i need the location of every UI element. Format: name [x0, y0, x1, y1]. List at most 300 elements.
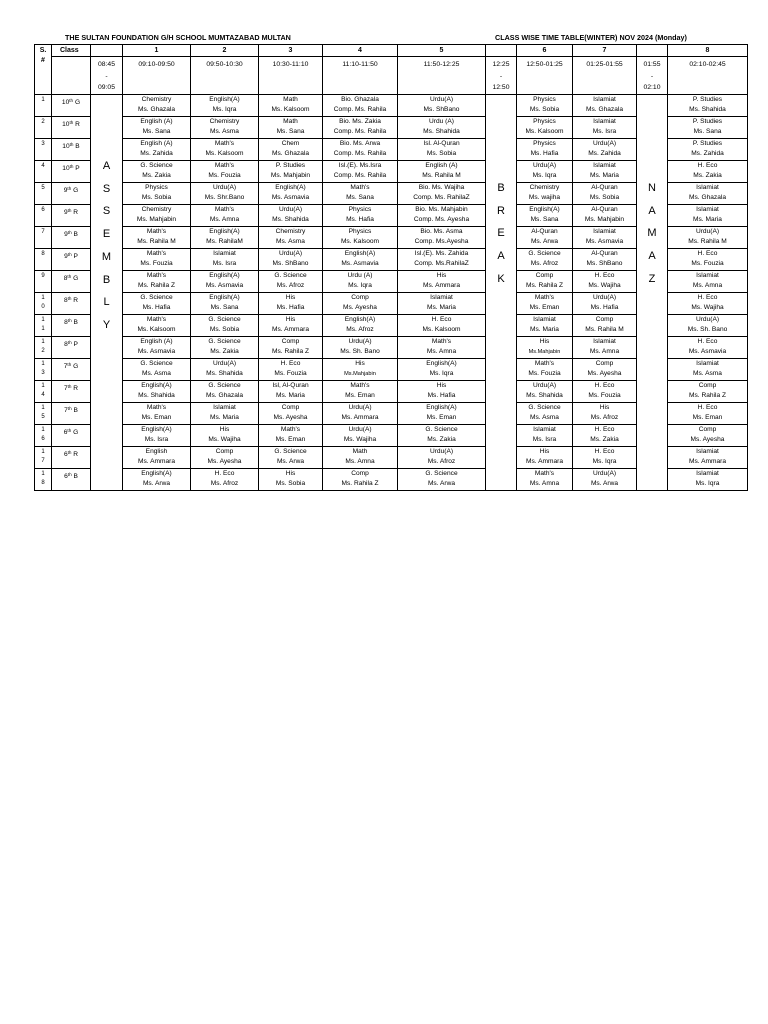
namaz-header-blank [637, 45, 668, 57]
cell-subject: Chem [281, 139, 300, 147]
cell-teacher: Comp. Ms. Rahila [333, 128, 387, 136]
class-grade: 9 [64, 230, 68, 238]
break-column-letter: K [497, 272, 505, 285]
serial-number [35, 336, 52, 358]
cell-teacher: Ms. Hafia [427, 392, 456, 400]
cell-teacher: Ms. Shahida [272, 216, 309, 224]
timetable-cell [191, 204, 259, 226]
cell-subject: G. Science [140, 293, 173, 301]
timetable-cell [398, 380, 486, 402]
class-name [52, 314, 91, 336]
cell-teacher: Ms. Hafia [590, 304, 619, 312]
timetable-cell [191, 380, 259, 402]
cell-subject: Bio. Ms. Mahjabin [415, 205, 468, 213]
cell-teacher: Ms. Shahida [689, 106, 726, 114]
timetable-cell [668, 204, 748, 226]
cell-teacher: Ms. ShBano [423, 106, 460, 114]
serial-digit: 4 [41, 162, 45, 169]
timetable-cell [323, 402, 398, 424]
cell-subject: H. Eco [280, 359, 301, 367]
class-grade-suffix: th [69, 141, 74, 147]
class-grade-suffix: th [67, 317, 72, 323]
cell-subject: Comp [595, 315, 614, 323]
timetable-cell [259, 182, 323, 204]
timetable-cell [573, 314, 637, 336]
serial-digit: 4 [41, 392, 45, 399]
timetable-cell [191, 182, 259, 204]
class-grade-suffix: th [69, 163, 74, 169]
cell-subject: Isl, Al-Quran [272, 381, 309, 389]
class-time-blank [52, 57, 91, 95]
timetable-cell [323, 380, 398, 402]
cell-subject: Chemistry [209, 117, 240, 125]
cell-subject: Urdu(A) [212, 183, 237, 191]
class-grade-suffix: th [67, 383, 72, 389]
break-time-part: 12:50 [492, 84, 510, 92]
cell-teacher: Ms. Asmavia [137, 348, 176, 356]
cell-subject: Physics [533, 139, 556, 147]
timetable-cell [573, 424, 637, 446]
cell-subject: Urdu (A) [429, 117, 454, 125]
timetable-cell [123, 336, 191, 358]
timetable-cell [573, 116, 637, 138]
timetable-cell [398, 446, 486, 468]
timetable-cell [573, 160, 637, 182]
cell-teacher: Ms. Shahida [206, 370, 243, 378]
cell-teacher: Ms. Arwa [427, 480, 456, 488]
cell-teacher: Ms. Sh. Bano [687, 326, 728, 334]
cell-teacher: Ms. wajiha [528, 194, 561, 202]
cell-teacher: Ms. Asma [210, 128, 239, 136]
timetable-cell [517, 226, 573, 248]
timetable-cell [191, 138, 259, 160]
timetable-cell [323, 446, 398, 468]
class-name [52, 182, 91, 204]
cell-teacher: Ms. Hafia [142, 304, 171, 312]
cell-subject: Math [283, 117, 298, 125]
serial-number [35, 138, 52, 160]
cell-teacher: Ms. Asma [693, 370, 722, 378]
cell-subject: Math's [350, 183, 370, 191]
cell-subject: G. Science [425, 469, 458, 477]
cell-teacher: Ms. Zakia [590, 436, 619, 444]
assembly-column-letter: M [101, 250, 112, 263]
cell-teacher: Ms. Maria [590, 172, 619, 180]
class-grade: 7 [64, 406, 68, 414]
cell-teacher: Ms. Ammara [341, 414, 379, 422]
cell-teacher: Ms. Afroz [276, 282, 305, 290]
cell-subject: Islamiat [593, 117, 616, 125]
timetable-cell [398, 248, 486, 270]
cell-subject: Math's [214, 205, 235, 213]
cell-teacher: Ms. Arwa [142, 480, 171, 488]
timetable-cell [191, 314, 259, 336]
timetable-cell [191, 292, 259, 314]
break-column-letter: B [497, 181, 505, 194]
timetable-cell [668, 270, 748, 292]
timetable-cell [573, 226, 637, 248]
class-section: G [73, 98, 81, 106]
cell-teacher: Ms. Rahila Z [341, 480, 379, 488]
cell-teacher: Ms.Mahjabin [528, 349, 561, 356]
cell-teacher: Ms. Sobia [209, 326, 240, 334]
cell-subject: Islamiat [533, 425, 556, 433]
period-number: 3 [259, 45, 323, 57]
cell-teacher: Ms. Rahila M [422, 172, 461, 180]
cell-subject: His [539, 447, 550, 455]
cell-teacher: Ms. Rahila M [585, 326, 624, 334]
class-row [35, 94, 748, 116]
timetable-cell [398, 314, 486, 336]
cell-teacher: Ms. Mahjabin [584, 216, 625, 224]
namaz-time [637, 57, 668, 95]
cell-teacher: Ms. Amna [529, 480, 560, 488]
cell-subject: Comp [698, 425, 717, 433]
period-number: 5 [398, 45, 486, 57]
timetable-cell [123, 94, 191, 116]
timetable-cell [398, 358, 486, 380]
timetable-cell [573, 336, 637, 358]
timetable-cell [517, 380, 573, 402]
cell-teacher: Ms. Zakia [693, 172, 722, 180]
namaz-time-part: 02:10 [643, 84, 661, 92]
cell-teacher: Ms. Shahida [423, 128, 460, 136]
serial-digit: 1 [41, 404, 45, 411]
cell-subject: H. Eco [594, 447, 615, 455]
cell-teacher: Ms. Arwa [590, 480, 619, 488]
cell-teacher: Ms. Afroz [590, 414, 619, 422]
serial-digit: 1 [41, 448, 45, 455]
cell-teacher: Ms. Ammara [137, 458, 175, 466]
timetable-cell [668, 446, 748, 468]
timetable-cell [323, 182, 398, 204]
cell-teacher: Ms. Zahida [588, 150, 621, 158]
cell-subject: Comp [351, 469, 369, 477]
cell-subject: Math's [350, 381, 370, 389]
cell-subject: Al-Quran [591, 205, 618, 213]
timetable-cell [517, 116, 573, 138]
timetable-cell [517, 446, 573, 468]
cell-subject: Bio. Ghazala [341, 95, 379, 103]
cell-teacher: Ms. Rahila Z [525, 282, 563, 290]
cell-subject: Comp [351, 293, 369, 301]
timetable-cell [191, 226, 259, 248]
cell-subject: English (A) [425, 161, 458, 169]
cell-subject: English(A) [209, 227, 240, 235]
cell-teacher: Ms. Ayesha [273, 414, 308, 422]
cell-teacher: Ms. Maria [693, 216, 722, 224]
cell-subject: H. Eco [697, 337, 718, 345]
cell-teacher: Ms. Shahida [526, 392, 563, 400]
cell-teacher: Ms. ShBano [586, 260, 623, 268]
class-grade: 8 [63, 296, 68, 304]
timetable-cell [323, 160, 398, 182]
cell-teacher: Ms. Mahjabin [270, 172, 311, 180]
serial-number [35, 182, 52, 204]
timetable-cell [668, 424, 748, 446]
class-grade-suffix: th [67, 471, 72, 477]
assembly-column-letter: Y [102, 319, 111, 332]
cell-teacher: Ms. Asmavia [271, 194, 310, 202]
class-section: B [71, 406, 78, 414]
timetable-cell [573, 468, 637, 490]
cell-teacher: Ms. Zahida [691, 150, 724, 158]
cell-subject: Urdu(A) [532, 381, 557, 389]
class-name [52, 336, 91, 358]
timetable-cell [323, 424, 398, 446]
class-grade: 10 [62, 142, 70, 150]
serial-digit: 1 [41, 382, 45, 389]
timetable-cell [123, 248, 191, 270]
cell-subject: Islamiat [696, 183, 719, 191]
cell-subject: English(A) [426, 403, 457, 411]
cell-teacher: Ms. Sobia [141, 194, 172, 202]
cell-subject: Math [352, 447, 368, 455]
cell-subject: Physics [348, 227, 372, 235]
timetable-cell [517, 248, 573, 270]
cell-teacher: Ms. Rahila Z [271, 348, 309, 356]
class-section: P [71, 340, 78, 348]
cell-subject: Bio. Ms. Zakia [339, 117, 381, 125]
cell-teacher: Ms. Wajiha [691, 304, 724, 312]
cell-subject: Urdu(A) [278, 205, 303, 213]
assembly-column-letter: S [102, 182, 111, 195]
cell-subject: English(A) [529, 205, 560, 213]
cell-subject: Islamiat [593, 337, 616, 345]
break-column [486, 94, 517, 490]
cell-subject: Islamiat [696, 271, 719, 279]
cell-subject: English (A) [140, 337, 173, 345]
cell-subject: H. Eco [431, 315, 452, 323]
timetable-cell [573, 380, 637, 402]
cell-subject: English(A) [209, 271, 240, 279]
cell-teacher: Ms. Iqra [429, 370, 454, 378]
cell-teacher: Ms. Ammara [422, 282, 460, 290]
cell-subject: Physics [348, 205, 372, 213]
cell-teacher: Ms. Shahida [138, 392, 175, 400]
class-section: R [71, 384, 79, 392]
cell-subject: H. Eco [697, 249, 718, 257]
timetable-cell [517, 314, 573, 336]
cell-subject: H. Eco [594, 425, 615, 433]
timetable-cell [517, 204, 573, 226]
serial-number [35, 160, 52, 182]
cell-subject: Math's [146, 403, 167, 411]
cell-subject: Chemistry [141, 95, 172, 103]
class-grade-suffix: th [69, 97, 74, 103]
serial-number [35, 314, 52, 336]
cell-subject: Comp [281, 403, 300, 411]
serial-digit: 5 [41, 414, 45, 421]
class-section: P [71, 252, 78, 260]
timetable-cell [191, 270, 259, 292]
timetable-cell [517, 138, 573, 160]
timetable-cell [191, 358, 259, 380]
cell-teacher: Ms. Kalsoom [422, 326, 461, 334]
timetable-cell [517, 292, 573, 314]
timetable-cell [398, 226, 486, 248]
namaz-column-letter: M [647, 227, 657, 240]
class-name [52, 292, 91, 314]
timetable-cell [191, 446, 259, 468]
class-section: R [73, 120, 80, 128]
class-grade: 10 [62, 164, 70, 172]
timetable-cell [259, 314, 323, 336]
cell-teacher: Ms. Iqra [695, 480, 720, 488]
break-time-part: - [499, 72, 503, 80]
assembly-column-letter: B [102, 273, 111, 286]
cell-subject: G. Science [140, 359, 173, 367]
timetable-cell [573, 270, 637, 292]
school-name: THE SULTAN FOUNDATION G/H SCHOOL MUMTAZABAD MULTAN [65, 33, 291, 42]
period-number: 6 [517, 45, 573, 57]
cell-teacher: Ms. Asma [276, 238, 305, 246]
timetable-cell [323, 468, 398, 490]
timetable-cell [259, 270, 323, 292]
timetable-cell [323, 248, 398, 270]
cell-teacher: Ms. Eman [529, 304, 560, 312]
cell-subject: G. Science [208, 381, 241, 389]
serial-digit: 9 [41, 272, 45, 279]
class-grade: 8 [63, 274, 68, 282]
sno-header [35, 45, 52, 95]
cell-teacher: Comp. Ms.RahilaZ [414, 260, 469, 268]
cell-subject: English(A) [344, 315, 376, 323]
cell-teacher: Comp. Ms. Rahila [333, 172, 387, 180]
cell-teacher: Ms. Eman [345, 392, 375, 400]
timetable-cell [668, 160, 748, 182]
cell-subject: Urdu(A) [592, 139, 617, 147]
timetable-cell [668, 468, 748, 490]
serial-digit: 8 [41, 250, 45, 257]
timetable-cell [398, 138, 486, 160]
cell-subject: Math's [146, 227, 167, 235]
timetable-cell [398, 270, 486, 292]
timetable-body [35, 45, 748, 491]
timetable-cell [668, 182, 748, 204]
cell-subject: Al-Quran [531, 227, 558, 235]
class-name [52, 160, 91, 182]
cell-subject: Islamiat [696, 205, 719, 213]
period-time: 10:30-11:10 [259, 57, 323, 95]
cell-subject: His [436, 381, 447, 389]
cell-teacher: Ms. Hafia [346, 216, 374, 224]
cell-subject: His [539, 337, 550, 345]
namaz-time-part: 01:55 [643, 61, 661, 69]
serial-digit: 7 [41, 458, 45, 465]
period-time: 09:50-10:30 [191, 57, 259, 95]
class-name [52, 270, 91, 292]
cell-teacher: Comp. Ms. RahilaZ [413, 194, 470, 202]
serial-digit: 8 [41, 480, 45, 487]
cell-teacher: Ms. Iqra [592, 458, 617, 466]
serial-digit: 6 [41, 436, 45, 443]
cell-teacher: Ms. Rahila Z [688, 392, 726, 400]
timetable-cell [573, 182, 637, 204]
timetable-cell [323, 138, 398, 160]
timetable-cell [398, 94, 486, 116]
timetable-cell [323, 336, 398, 358]
timetable-cell [573, 358, 637, 380]
cell-teacher: Ms. Sobia [529, 106, 560, 114]
class-grade-suffix: th [67, 207, 72, 213]
cell-teacher: Ms. Asma [142, 370, 171, 378]
cell-teacher: Ms. Ammara [525, 458, 563, 466]
assembly-time-part: 08:45 [97, 61, 115, 69]
cell-subject: H. Eco [697, 293, 718, 301]
timetable-cell [123, 468, 191, 490]
cell-subject: Islamiat [696, 447, 719, 455]
cell-subject: Urdu(A) [348, 425, 372, 433]
cell-teacher: Ms. Sh. Bano [340, 348, 380, 356]
serial-number [35, 446, 52, 468]
cell-teacher: Ms. Arwa [530, 238, 559, 246]
cell-subject: Urdu (A) [347, 271, 373, 279]
cell-teacher: Ms. Iqra [212, 106, 237, 114]
cell-teacher: Ms. Sana [346, 194, 374, 202]
serial-digit: 2 [41, 348, 45, 355]
cell-subject: Islamiat [696, 359, 719, 367]
timetable-cell [123, 446, 191, 468]
period-number: 2 [191, 45, 259, 57]
timetable-cell [123, 182, 191, 204]
timetable-cell [323, 94, 398, 116]
cell-subject: Urdu(A) [532, 161, 557, 169]
class-section: R [71, 450, 79, 458]
cell-subject: English(A) [209, 95, 240, 103]
period-number: 7 [573, 45, 637, 57]
timetable-cell [259, 446, 323, 468]
cell-teacher: Ms. Fouzia [588, 392, 621, 400]
cell-teacher: Ms. Zakia [210, 348, 239, 356]
cell-subject: English(A) [275, 183, 306, 191]
timetable-cell [191, 468, 259, 490]
cell-teacher: Ms. Ammara [271, 326, 309, 334]
cell-teacher: Ms. Eman [275, 436, 306, 444]
assembly-column-letter: A [102, 159, 111, 172]
cell-teacher: Ms. Ayesha [343, 304, 377, 312]
cell-teacher: Ms. Isra [144, 436, 169, 444]
timetable-cell [668, 226, 748, 248]
sno-header-line1: S. [39, 47, 47, 54]
period-time: 12:50-01:25 [517, 57, 573, 95]
cell-teacher: Ms. Iqra [348, 282, 372, 290]
timetable-cell [123, 116, 191, 138]
serial-number [35, 380, 52, 402]
assembly-time-part: - [105, 72, 108, 80]
sno-header-line2: # [41, 56, 45, 64]
timetable-cell [398, 402, 486, 424]
cell-subject: English (A) [140, 139, 173, 147]
timetable-cell [398, 424, 486, 446]
cell-teacher: Ms. Rahila Z [137, 282, 175, 290]
cell-teacher: Ms. Amna [345, 458, 375, 466]
class-name [52, 226, 91, 248]
cell-teacher: Ms. RahilaM [206, 238, 243, 246]
class-section: G [71, 186, 79, 194]
cell-subject: Urdu(A) [348, 337, 372, 345]
timetable-cell [668, 116, 748, 138]
cell-subject: Urdu(A) [212, 359, 237, 367]
cell-subject: Comp [595, 359, 614, 367]
namaz-time-part: - [650, 72, 654, 80]
timetable-cell [259, 380, 323, 402]
serial-number [35, 424, 52, 446]
cell-subject: Bio. Ms. Arwa [339, 139, 381, 147]
class-section: P [73, 164, 80, 172]
period-number: 1 [123, 45, 191, 57]
timetable-cell [517, 424, 573, 446]
